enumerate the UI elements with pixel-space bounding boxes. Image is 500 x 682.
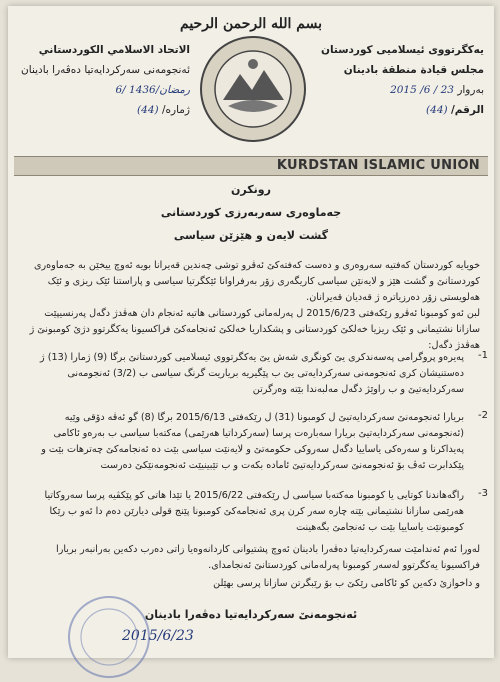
point-1-number: -1 xyxy=(478,350,488,361)
subject-line-2: جەماوەری سەربەرزی کوردستانی xyxy=(160,206,342,219)
subject-line-1: رونکرن xyxy=(231,183,271,196)
office-name-kurdish: ئەنجومەنی سەرکردایەتیا دەڤەرا بادینان xyxy=(21,64,190,76)
header-left xyxy=(20,40,190,120)
office-name-arabic: مجلس قيادة منطقة بادينان xyxy=(343,64,484,76)
signature-date: 2015/6/23 xyxy=(122,628,194,644)
num-value: (44) xyxy=(137,104,159,116)
date-value: 23 / 6/ 2015 xyxy=(390,84,454,96)
org-name-arabic: الاتحاد الاسلامي الكوردستاني xyxy=(38,44,190,56)
paragraph-closing-tail: و داخوازێ دکەین کو ئاکامی رێکێ ب بۆ رێبگرتن سازانا پرسی بهێلن xyxy=(213,578,480,589)
paragraph-closing: لەورا ئەم ئەندامێت سەرکردایەتیا دەڤەرا بادینان ئەوچ پشتیوانی کاردانەوەیا زاتی دەرب دکەین بەرانبەر بریارا فراکسیونا یەکگرتوو لەسەر کومبونا پەرلەمانی کوردستانێ ئەنجامدای. xyxy=(56,544,480,571)
subject-block xyxy=(8,178,494,247)
signature-title: ئەنجومەنێ سەرکردایەتیا دەڤەرا بادینان xyxy=(144,608,358,621)
num-label: ژمارە/ xyxy=(161,104,190,116)
point-1-text: پەیرەو پروگرامی پەسەندکری یێ کونگری شەش یێ یەکگرتووی ئیسلامیی کوردستانێ برگا (9) ژمارا (13) ژ دەستنیشان کری ئەنجومەنی سەرکردایەتی یێ ب پێگیریە بریاریت گرنگ سیاسی ب (3/2) ئەنجومەنی سەرکردایەتیێ و ب راوێژ دگەل مەلبەندا بێتە وەرگرتن xyxy=(40,352,464,395)
ref-row xyxy=(314,100,484,120)
basmala: بسم الله الرحمن الرحيم xyxy=(180,16,322,32)
point-3-number: -3 xyxy=(478,488,488,499)
paragraph-intro: خویایە کوردستان کەفتیە سەروەری و دەست کەفتەکێ ئەڤرو توشی چەندین قەیرانا بویە ئەوچ ییخێن بە جەماوەری کوردستانێ و گشت هێز و لایەنێن سیاسی کاریگەری زۆر بەرفراوانا ئێکگرتیا سیاسی و پاراستنا ئێک ریزی و ئێک هەلویستی زۆر دەرزیاترە ژ قەدیان قەیرانان. xyxy=(34,260,480,303)
subject-line-3: گشت لایەن و هێزێن سیاسی xyxy=(173,229,329,242)
letter-page xyxy=(8,6,494,658)
paragraph-meeting: لبن ئەو کومبونا ئەڤرو رێکەفتی 2015/6/23 ل پەرلەمانی کوردستانی هاتیە ئەنجام دان ھەڤدژ دگەل پەرنسیپێت سازانا نشتیمانی و ئێک ریزیا خەلکێ کوردستانی و پشکداریا خەلکێ ئەنجامەکێ فراکسیونا یەکگرتوو دژێ کومبونێ ژ ھەڤدژ دگەل: xyxy=(29,308,480,351)
ref-label: الرقم/ xyxy=(450,104,484,116)
date-row xyxy=(314,80,484,100)
ref-value: (44) xyxy=(426,104,448,116)
date-label: بەروار xyxy=(457,84,484,96)
org-name-kurdish: یەکگرتووی ئیسلامیی کوردستان xyxy=(321,44,484,56)
banner-text: KURDSTAN ISLAMIC UNION xyxy=(276,158,480,173)
hijri-date: 6/ رمضان/1436 xyxy=(115,84,190,96)
point-2-number: -2 xyxy=(478,410,488,421)
party-logo xyxy=(198,34,308,144)
banner-bar xyxy=(14,156,488,176)
header-right xyxy=(314,40,484,120)
point-3-text: راگەهاندنا کوتایی یا کومبونا مەکتەبا سیاسی ل رێکەفتی 2015/6/22 یا تێدا هاتی کو پێکڤیە پرسا سەروکاتیا هەرێمی سازانا نشتیمانی بێتە چارە سەر کرن پری ئەنجامەکێ کومبونا پێنج قولی دیارێن دەم دا ئەو ب رێکا کومبونێت یاساییا بێت ب ئەنجامێ بگەهینت xyxy=(44,490,464,533)
num-row xyxy=(20,100,190,120)
point-2-text: بریارا ئەنجومەنێ سەرکردایەتیێ ل کومبونا (31) ل رێکەفتی 2015/6/13 برگا (8) گو ئەڤە دۆقی وێیە (ئەنجومەنی سەرکردایەتیێ بریارا سەبارەت پرسا (سەرکرداتیا هەرێمی) مەکتەبا سیاسی ب بەرەو ئاکامی پەیداکرنا و سەرەکی یاساییا دگەل سەروکی حکومەتێ و لایەنێت سیاسی بێت دە ئەنجامەکێ چەترهات بێت و پێکدابرت ئەڤ بۆ ئەنجومەنێ سەرکردایەتیێ ئامادە بکەت و ب تێبینیێت ئەنجومەنێکێ دەرست xyxy=(41,412,464,471)
